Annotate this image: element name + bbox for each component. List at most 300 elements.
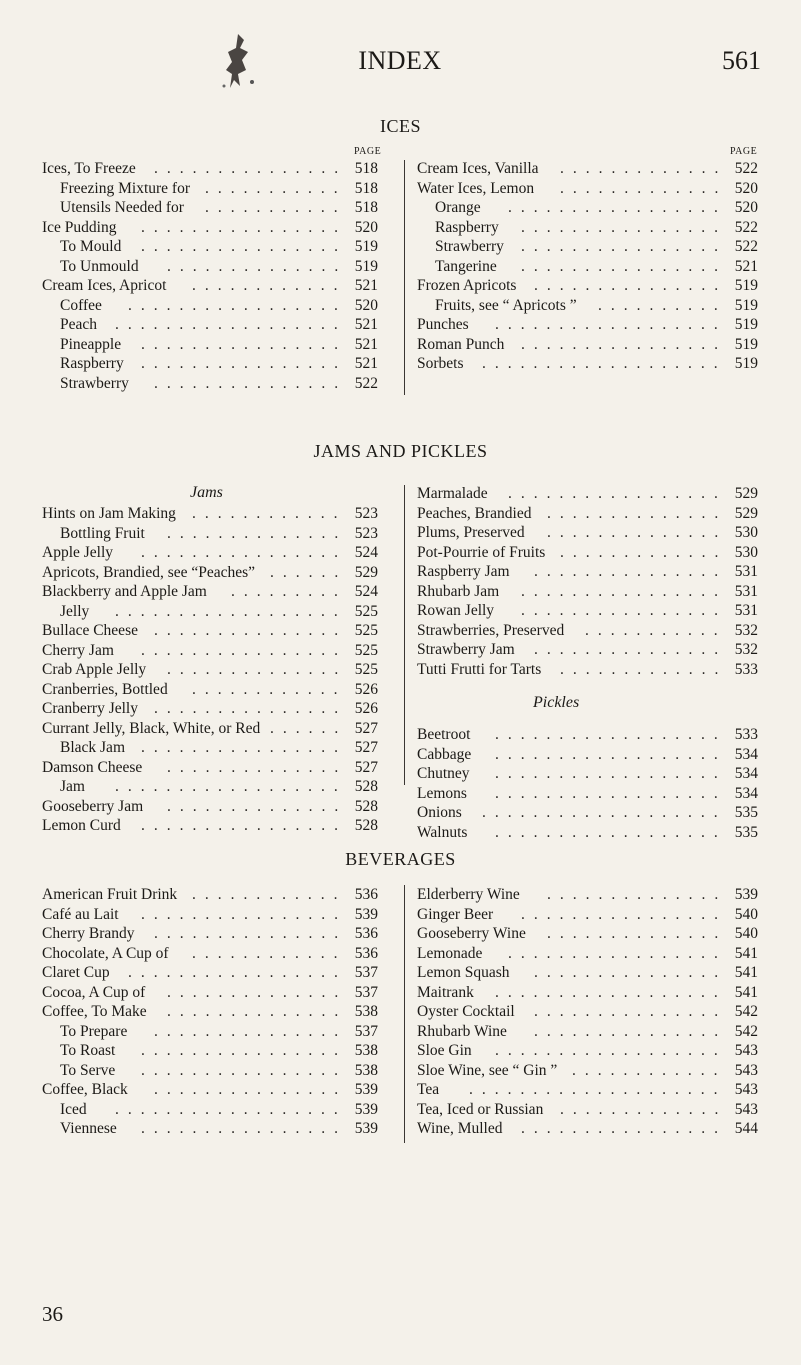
index-entry xyxy=(42,885,378,905)
leader-dots: ................ xyxy=(141,1061,347,1079)
section-title-ices: ICES xyxy=(379,116,421,136)
index-entry-label: Maitrank xyxy=(417,983,474,1001)
index-entry-label: Utensils Needed for xyxy=(60,199,184,216)
index-entry xyxy=(42,602,378,622)
index-entry xyxy=(417,562,758,582)
index-entry xyxy=(42,924,378,944)
index-entry-label: Strawberry Jam xyxy=(417,641,515,658)
leader-dots: ............... xyxy=(534,277,728,294)
subhead-jams: Jams xyxy=(190,484,223,501)
ices-left-column xyxy=(42,159,378,393)
running-head-title: INDEX xyxy=(358,46,442,75)
index-entry-page: 528 xyxy=(354,797,378,815)
section-title-beverages: BEVERAGES xyxy=(345,849,456,869)
subhead-pickles: Pickles xyxy=(533,694,580,711)
index-entry-label: Blackberry and Apple Jam xyxy=(42,583,207,600)
leader-dots: .............. xyxy=(547,504,728,522)
index-entry-label: Ice Pudding xyxy=(42,218,117,236)
leader-dots: ................ xyxy=(141,1042,347,1059)
index-entry-page: 529 xyxy=(734,504,758,522)
index-entry-page: 537 xyxy=(354,983,378,1001)
leader-dots: ............... xyxy=(154,374,348,392)
index-entry-page: 535 xyxy=(734,804,758,821)
leader-dots: ............... xyxy=(534,1003,728,1020)
leader-dots: ................. xyxy=(508,199,727,216)
index-entry xyxy=(417,484,758,504)
index-entry-label: Tea xyxy=(417,1081,440,1098)
leader-dots: ................ xyxy=(521,257,727,275)
index-entry-page: 538 xyxy=(354,1042,378,1059)
index-entry-label: Cherry Jam xyxy=(42,641,114,659)
index-entry-page: 521 xyxy=(354,316,378,333)
index-entry xyxy=(42,963,378,983)
index-entry-label: Damson Cheese xyxy=(42,758,143,776)
index-entry xyxy=(42,504,378,524)
leader-dots: ...... xyxy=(270,719,348,737)
index-entry xyxy=(417,983,758,1003)
index-entry-label: Fruits, see “ Apricots ” xyxy=(435,296,577,314)
leader-dots: ................ xyxy=(141,641,347,659)
index-entry-label: Cabbage xyxy=(417,745,472,763)
index-entry-label: Rowan Jelly xyxy=(417,602,495,619)
index-entry xyxy=(417,276,758,296)
leader-dots: .................. xyxy=(495,316,727,333)
index-entry xyxy=(42,179,378,199)
leader-dots: .................. xyxy=(115,778,347,795)
index-entry xyxy=(417,784,758,804)
index-entry xyxy=(417,601,758,621)
index-entry-page: 531 xyxy=(734,582,758,600)
index-entry-page: 519 xyxy=(734,316,758,333)
index-entry-page: 519 xyxy=(734,355,758,372)
leader-dots: ................ xyxy=(521,238,727,255)
index-entry xyxy=(417,640,758,660)
index-entry xyxy=(417,660,758,680)
index-entry-label: Bottling Fruit xyxy=(60,524,145,542)
leader-dots: ............ xyxy=(192,886,347,903)
index-entry-page: 523 xyxy=(354,505,378,522)
index-entry-label: Coffee, Black xyxy=(42,1081,128,1098)
leader-dots: .................. xyxy=(115,1100,347,1118)
leader-dots: ............... xyxy=(534,563,728,580)
index-entry-label: Bullace Cheese xyxy=(42,622,138,639)
index-entry xyxy=(42,296,378,316)
index-entry xyxy=(42,1002,378,1022)
index-entry-label: Rhubarb Wine xyxy=(417,1022,507,1040)
index-entry-label: Sorbets xyxy=(417,355,464,372)
index-entry xyxy=(417,621,758,641)
index-entry-page: 536 xyxy=(354,886,378,903)
index-entry xyxy=(417,823,758,843)
index-entry-label: To Prepare xyxy=(60,1022,128,1040)
index-entry xyxy=(417,944,758,964)
index-entry xyxy=(42,237,378,257)
index-entry xyxy=(42,719,378,739)
index-entry-label: Cream Ices, Apricot xyxy=(42,277,167,294)
index-entry-label: Pot-Pourrie of Fruits xyxy=(417,543,546,561)
index-entry-page: 527 xyxy=(354,719,378,737)
index-entry-page: 526 xyxy=(354,680,378,698)
leader-dots: ............ xyxy=(192,505,347,522)
index-entry xyxy=(417,257,758,277)
index-entry-label: Water Ices, Lemon xyxy=(417,179,535,197)
index-entry xyxy=(42,738,378,758)
index-entry-label: Raspberry xyxy=(60,355,124,372)
index-entry-page: 538 xyxy=(354,1003,378,1020)
leader-dots: ........... xyxy=(585,621,727,639)
index-entry-label: Hints on Jam Making xyxy=(42,505,176,522)
index-entry-page: 523 xyxy=(354,524,378,542)
index-entry-page: 525 xyxy=(354,641,378,659)
index-entry xyxy=(417,1061,758,1081)
index-entry-label: To Serve xyxy=(60,1061,116,1079)
column-divider xyxy=(404,485,405,785)
index-entry-label: Apple Jelly xyxy=(42,544,114,561)
index-entry-label: Coffee xyxy=(60,296,102,314)
index-entry xyxy=(42,524,378,544)
leader-dots: ................ xyxy=(521,905,727,923)
index-entry-page: 543 xyxy=(734,1042,758,1059)
index-entry-page: 529 xyxy=(734,485,758,502)
index-entry xyxy=(42,758,378,778)
column-divider xyxy=(404,885,405,1143)
index-entry-label: Onions xyxy=(417,804,462,821)
index-entry-label: Gooseberry Jam xyxy=(42,797,144,815)
index-entry xyxy=(42,354,378,374)
index-entry-label: To Roast xyxy=(60,1042,116,1059)
index-entry xyxy=(42,1041,378,1061)
index-entry-label: Tutti Frutti for Tarts xyxy=(417,660,542,678)
index-entry xyxy=(42,257,378,277)
index-entry xyxy=(417,523,758,543)
index-entry-page: 540 xyxy=(734,905,758,923)
index-entry-label: Viennese xyxy=(60,1120,117,1137)
index-entry xyxy=(42,315,378,335)
leader-dots: .............. xyxy=(167,1003,348,1020)
index-entry-label: Chocolate, A Cup of xyxy=(42,944,169,962)
index-entry-page: 534 xyxy=(734,765,758,782)
index-entry xyxy=(42,159,378,179)
index-entry xyxy=(417,924,758,944)
index-entry-page: 520 xyxy=(734,179,758,197)
index-entry-page: 544 xyxy=(734,1120,758,1137)
leader-dots: ............... xyxy=(154,622,348,639)
index-entry-page: 539 xyxy=(354,1081,378,1098)
index-entry-page: 543 xyxy=(734,1061,758,1079)
index-entry xyxy=(42,905,378,925)
leader-dots: .............. xyxy=(547,886,728,903)
index-entry-label: Lemon Squash xyxy=(417,964,510,981)
index-entry-label: Strawberries, Preserved xyxy=(417,621,565,639)
index-entry-label: Ginger Beer xyxy=(417,905,494,923)
index-entry xyxy=(417,504,758,524)
leader-dots: ................ xyxy=(141,1120,347,1137)
index-entry xyxy=(42,621,378,641)
index-entry xyxy=(42,563,378,583)
leader-dots: .............. xyxy=(167,661,348,678)
leader-dots: ................... xyxy=(482,355,727,372)
folio-number: 36 xyxy=(42,1302,63,1326)
index-entry-page: 521 xyxy=(734,257,758,275)
leader-dots: ................ xyxy=(141,238,347,255)
index-entry xyxy=(417,198,758,218)
index-entry-label: Claret Cup xyxy=(42,964,110,981)
index-entry-label: Raspberry xyxy=(435,218,499,236)
leader-dots: ................ xyxy=(141,739,347,756)
index-entry xyxy=(417,905,758,925)
index-entry-page: 531 xyxy=(734,563,758,580)
index-entry-label: Raspberry Jam xyxy=(417,563,510,580)
leader-dots: ............ xyxy=(192,944,347,962)
leader-dots: ............. xyxy=(560,543,728,561)
index-entry-page: 518 xyxy=(354,160,378,177)
index-entry xyxy=(417,963,758,983)
index-entry-label: Currant Jelly, Black, White, or Red xyxy=(42,719,261,737)
index-entry-label: Gooseberry Wine xyxy=(417,925,526,942)
index-entry-label: Strawberry xyxy=(435,238,504,255)
index-entry-label: Walnuts xyxy=(417,823,468,841)
index-entry xyxy=(417,745,758,765)
index-entry xyxy=(417,803,758,823)
index-entry-label: To Mould xyxy=(60,238,122,255)
index-entry-label: Cranberries, Bottled xyxy=(42,680,168,698)
index-entry-page: 534 xyxy=(734,745,758,763)
leader-dots: .............. xyxy=(167,257,348,275)
index-entry-label: Orange xyxy=(435,199,481,216)
leader-dots: ................ xyxy=(141,355,347,372)
leader-dots: ................. xyxy=(508,485,727,502)
leader-dots: ............... xyxy=(534,964,728,981)
index-entry-label: Peaches, Brandied xyxy=(417,504,532,522)
index-entry xyxy=(42,1080,378,1100)
index-entry-label: Tea, Iced or Russian xyxy=(417,1100,544,1118)
index-entry-page: 521 xyxy=(354,335,378,353)
leader-dots: .............. xyxy=(167,758,348,776)
index-entry-page: 543 xyxy=(734,1081,758,1098)
index-entry xyxy=(417,354,758,374)
index-entry xyxy=(417,335,758,355)
index-entry-label: Strawberry xyxy=(60,374,129,392)
leader-dots: ............... xyxy=(534,1022,728,1040)
index-entry-page: 531 xyxy=(734,602,758,619)
pickles-column xyxy=(417,725,758,842)
index-entry-label: Lemons xyxy=(417,784,467,802)
leader-dots: ............. xyxy=(560,160,728,177)
leader-dots: ........... xyxy=(205,199,347,216)
index-entry-label: Elderberry Wine xyxy=(417,886,520,903)
leader-dots: ............... xyxy=(534,641,728,658)
index-entry xyxy=(42,543,378,563)
section-title-jams-pickles: JAMS AND PICKLES xyxy=(313,441,488,461)
index-entry-page: 539 xyxy=(734,886,758,903)
index-entry-page: 534 xyxy=(734,784,758,802)
index-entry-label: Freezing Mixture for xyxy=(60,179,190,197)
index-entry xyxy=(417,159,758,179)
index-entry-page: 522 xyxy=(734,238,758,255)
jams-left-column xyxy=(42,504,378,836)
leader-dots: ......... xyxy=(231,583,347,600)
index-entry-page: 537 xyxy=(354,1022,378,1040)
index-entry-label: Ices, To Freeze xyxy=(42,160,136,177)
index-entry-page: 530 xyxy=(734,524,758,541)
index-entry-label: Pineapple xyxy=(60,335,122,353)
index-entry-label: Peach xyxy=(60,316,98,333)
ices-right-column xyxy=(417,159,758,374)
index-entry-label: Coffee, To Make xyxy=(42,1003,147,1020)
index-entry-label: To Unmould xyxy=(60,257,139,275)
index-entry xyxy=(42,660,378,680)
index-entry xyxy=(417,1080,758,1100)
index-entry-label: Sloe Gin xyxy=(417,1042,472,1059)
index-entry xyxy=(42,1100,378,1120)
index-entry-page: 528 xyxy=(354,778,378,795)
index-entry-page: 520 xyxy=(354,296,378,314)
index-entry-page: 518 xyxy=(354,179,378,197)
index-entry-label: Crab Apple Jelly xyxy=(42,661,147,678)
index-entry-page: 526 xyxy=(354,700,378,717)
index-entry-page: 541 xyxy=(734,964,758,981)
index-entry-page: 524 xyxy=(354,544,378,561)
index-entry-page: 522 xyxy=(354,374,378,392)
index-entry-label: Jam xyxy=(60,778,85,795)
index-entry-label: Iced xyxy=(60,1100,87,1118)
index-entry-label: Wine, Mulled xyxy=(417,1120,503,1137)
page-column-header-right: PAGE xyxy=(730,146,758,157)
index-entry xyxy=(42,198,378,218)
index-entry-label: Chutney xyxy=(417,765,470,782)
leader-dots: ................ xyxy=(521,582,727,600)
leader-dots: ............... xyxy=(154,700,348,717)
leader-dots: ................. xyxy=(128,964,347,981)
index-entry-page: 542 xyxy=(734,1003,758,1020)
index-entry-page: 525 xyxy=(354,661,378,678)
index-entry-label: Punches xyxy=(417,316,469,333)
leader-dots: ................ xyxy=(141,905,347,923)
leader-dots: ........... xyxy=(205,179,347,197)
index-entry xyxy=(417,1100,758,1120)
index-entry xyxy=(417,885,758,905)
index-entry xyxy=(42,944,378,964)
index-entry-label: Lemon Curd xyxy=(42,817,121,834)
index-entry xyxy=(417,1119,758,1139)
index-entry-label: Cranberry Jelly xyxy=(42,700,138,717)
index-entry-page: 527 xyxy=(354,758,378,776)
index-entry-page: 529 xyxy=(354,563,378,581)
index-entry xyxy=(42,218,378,238)
index-entry xyxy=(417,1022,758,1042)
index-entry xyxy=(417,237,758,257)
index-entry xyxy=(42,1022,378,1042)
leader-dots: .............. xyxy=(547,524,728,541)
index-entry xyxy=(42,1119,378,1139)
index-entry-label: Beetroot xyxy=(417,726,471,743)
index-entry xyxy=(42,699,378,719)
leader-dots: ............... xyxy=(154,160,348,177)
index-entry-page: 519 xyxy=(354,257,378,275)
leader-dots: ................ xyxy=(521,335,727,353)
index-entry-page: 530 xyxy=(734,543,758,561)
index-entry xyxy=(42,276,378,296)
leader-dots: ............. xyxy=(560,1100,728,1118)
index-entry xyxy=(417,582,758,602)
index-entry-label: Black Jam xyxy=(60,739,125,756)
index-entry xyxy=(42,1061,378,1081)
leader-dots: ............ xyxy=(572,1061,727,1079)
index-entry-label: Jelly xyxy=(60,602,90,620)
index-entry xyxy=(42,641,378,661)
index-entry-page: 520 xyxy=(734,199,758,216)
index-entry-page: 539 xyxy=(354,1120,378,1137)
beverages-right-column xyxy=(417,885,758,1139)
page-number: 561 xyxy=(722,46,761,75)
index-entry-page: 532 xyxy=(734,641,758,658)
index-entry-page: 537 xyxy=(354,964,378,981)
leader-dots: ................ xyxy=(141,817,347,834)
leader-dots: ................ xyxy=(141,335,347,353)
leader-dots: .................. xyxy=(115,316,347,333)
index-entry xyxy=(42,680,378,700)
leader-dots: ............... xyxy=(154,1081,348,1098)
leader-dots: .............. xyxy=(547,925,728,942)
index-entry xyxy=(417,315,758,335)
index-entry-page: 524 xyxy=(354,583,378,600)
index-entry-label: Oyster Cocktail xyxy=(417,1003,515,1020)
index-entry xyxy=(42,777,378,797)
index-entry-page: 527 xyxy=(354,739,378,756)
jams-right-column xyxy=(417,484,758,679)
index-entry-page: 525 xyxy=(354,602,378,620)
leader-dots: .................. xyxy=(495,784,727,802)
index-entry-label: Apricots, Brandied, see “Peaches” xyxy=(42,563,256,581)
leader-dots: ............. xyxy=(560,179,728,197)
index-entry-page: 539 xyxy=(354,905,378,923)
leader-dots: ............. xyxy=(560,660,728,678)
column-divider xyxy=(404,160,405,395)
index-entry-page: 519 xyxy=(734,277,758,294)
leader-dots: ................ xyxy=(521,1120,727,1137)
index-entry xyxy=(42,335,378,355)
index-entry xyxy=(42,983,378,1003)
index-entry-label: Frozen Apricots xyxy=(417,277,517,294)
leader-dots: ...... xyxy=(270,563,348,581)
index-entry-page: 520 xyxy=(354,218,378,236)
index-entry-page: 522 xyxy=(734,218,758,236)
leader-dots: ............... xyxy=(154,925,348,942)
index-entry-page: 539 xyxy=(354,1100,378,1118)
page-column-header-left: PAGE xyxy=(354,146,382,157)
leader-dots: ................ xyxy=(521,602,727,619)
index-entry-page: 542 xyxy=(734,1022,758,1040)
leader-dots: ................ xyxy=(141,218,347,236)
index-entry-label: Rhubarb Jam xyxy=(417,582,500,600)
index-entry-page: 528 xyxy=(354,817,378,834)
leader-dots: .......... xyxy=(598,296,727,314)
index-entry-page: 536 xyxy=(354,944,378,962)
leader-dots: ................. xyxy=(508,944,727,962)
index-entry-page: 519 xyxy=(734,335,758,353)
index-entry-label: Café au Lait xyxy=(42,905,119,923)
index-entry xyxy=(42,797,378,817)
index-entry-page: 518 xyxy=(354,199,378,216)
leader-dots: .................. xyxy=(495,983,727,1001)
index-entry-page: 541 xyxy=(734,944,758,962)
index-entry-page: 533 xyxy=(734,660,758,678)
index-entry-label: Sloe Wine, see “ Gin ” xyxy=(417,1061,558,1079)
index-entry-page: 536 xyxy=(354,925,378,942)
index-entry xyxy=(42,816,378,836)
leader-dots: ............... xyxy=(154,1022,348,1040)
index-entry xyxy=(417,1002,758,1022)
